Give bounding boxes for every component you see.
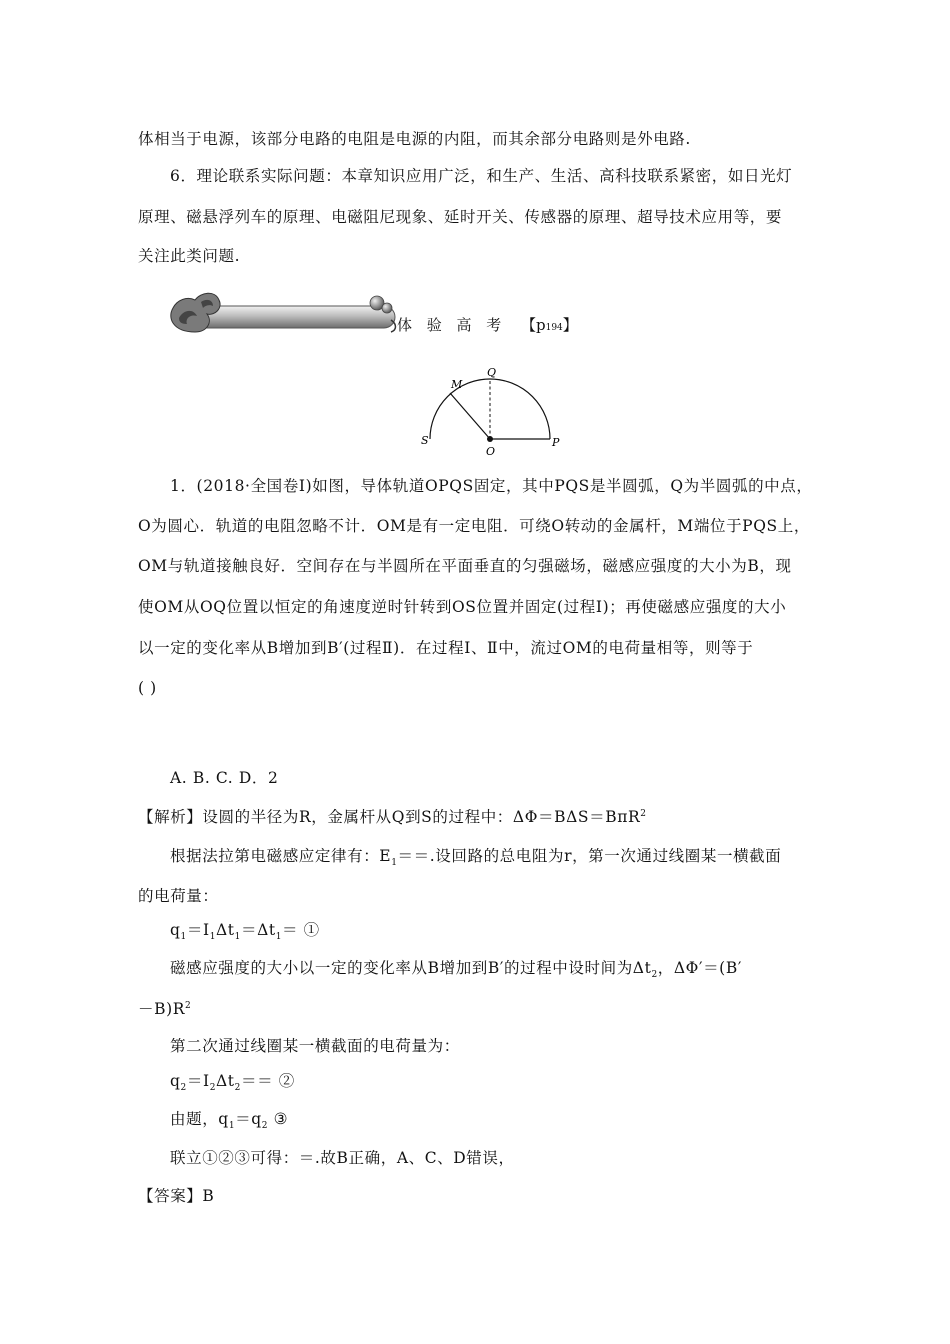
question-line-2: O为圆心．轨道的电阻忽略不计．OM是有一定电阻．可绕O转动的金属杆，M端位于PQS上， bbox=[138, 517, 810, 535]
question-line-5: 以一定的变化率从B增加到B′(过程Ⅱ)．在过程Ⅰ、Ⅱ中，流过OM的电荷量相等，则等于 bbox=[138, 639, 754, 657]
change-line2-text: －B)R bbox=[138, 1000, 186, 1019]
page-ref-open: 【p bbox=[521, 316, 546, 334]
analysis-sup: 2 bbox=[640, 809, 647, 819]
q2-d: ＝＝ ② bbox=[240, 1072, 295, 1090]
q1-b: ＝I bbox=[186, 921, 210, 939]
q2-a: q bbox=[170, 1072, 181, 1090]
page-ref-number: 194 bbox=[545, 323, 563, 333]
page-ref-close: 】 bbox=[562, 316, 578, 334]
change-b: ，ΔΦ′＝(B′ bbox=[657, 959, 742, 977]
label-q: Q bbox=[487, 366, 497, 379]
label-m: M bbox=[451, 378, 463, 391]
question-line-6: ( ) bbox=[138, 679, 157, 697]
faraday-sub: 1 bbox=[391, 858, 398, 869]
analysis-line bbox=[138, 803, 647, 828]
given-condition-line bbox=[170, 1108, 288, 1137]
answer-tag: 【答案】 bbox=[138, 1187, 203, 1205]
answer-value: B bbox=[202, 1187, 215, 1205]
question-line-3: OM与轨道接触良好．空间存在与半圆所在平面垂直的匀强磁场，磁感应强度的大小为B，现 bbox=[138, 557, 792, 575]
question-line-4: 使OM从OQ位置以恒定的角速度逆时针转到OS位置并固定(过程Ⅰ)；再使磁感应强度的大小 bbox=[138, 598, 787, 616]
change-line-1 bbox=[170, 957, 742, 986]
label-s: S bbox=[421, 434, 429, 447]
label-o: O bbox=[486, 445, 496, 457]
combine-line: 联立①②③可得：＝.故B正确，A、C、D错误， bbox=[170, 1149, 515, 1167]
q2-sub3: 2 bbox=[234, 1083, 241, 1094]
change-line2-sup: 2 bbox=[185, 1001, 192, 1011]
equation-q1 bbox=[170, 919, 320, 948]
given-b: ＝q bbox=[235, 1110, 262, 1128]
q1-c: Δt bbox=[216, 921, 235, 939]
question-line-1: 1．(2018·全国卷Ⅰ)如图，导体轨道OPQS固定，其中PQS是半圆弧，Q为半圆弧的中点， bbox=[170, 477, 813, 495]
section-banner-graphic bbox=[165, 288, 405, 336]
analysis-text: 设圆的半径为R，金属杆从Q到S的过程中：ΔΦ＝BΔS＝BπR bbox=[202, 808, 641, 827]
analysis-tag: 【解析】 bbox=[138, 808, 203, 827]
paragraph-6-line-2: 原理、磁悬浮列车的原理、电磁阻尼现象、延时开关、传感器的原理、超导技术应用等，要 bbox=[138, 208, 783, 226]
faraday-text-b: ＝＝.设回路的总电阻为r，第一次通过线圈某一横截面 bbox=[397, 847, 782, 865]
faraday-law-line-2: 的电荷量： bbox=[138, 887, 219, 905]
given-sub2: 2 bbox=[261, 1121, 269, 1132]
q1-sub1: 1 bbox=[180, 932, 187, 943]
q1-e: ＝ ① bbox=[282, 921, 320, 939]
page-reference bbox=[521, 314, 578, 335]
paragraph-6-line-3: 关注此类问题. bbox=[138, 247, 241, 265]
q2-c: Δt bbox=[216, 1072, 235, 1090]
answer-options: A. B. C. D．2 bbox=[170, 769, 279, 787]
change-sub: 2 bbox=[651, 970, 658, 981]
center-o-dot bbox=[487, 436, 493, 442]
second-pass-line: 第二次通过线圈某一横截面的电荷量为： bbox=[170, 1037, 460, 1055]
answer-line bbox=[138, 1185, 214, 1207]
given-a: 由题，q bbox=[170, 1110, 229, 1128]
q1-sub2: 1 bbox=[209, 932, 217, 943]
intro-line-1: 体相当于电源，该部分电路的电阻是电源的内阻，而其余部分电路则是外电路. bbox=[138, 130, 691, 148]
given-c: ③ bbox=[268, 1110, 289, 1128]
q1-sub3: 1 bbox=[234, 932, 241, 943]
equation-q2 bbox=[170, 1070, 295, 1099]
change-a: 磁感应强度的大小以一定的变化率从B增加到B′的过程中设时间为Δt bbox=[170, 959, 652, 977]
q1-d: ＝Δt bbox=[240, 921, 276, 939]
rod-om bbox=[450, 393, 490, 439]
label-p: P bbox=[552, 436, 560, 449]
faraday-text-a: 根据法拉第电磁感应定律有：E bbox=[170, 847, 392, 865]
q2-b: ＝I bbox=[186, 1072, 210, 1090]
q2-sub1: 2 bbox=[180, 1083, 187, 1094]
q1-sub4: 1 bbox=[275, 932, 283, 943]
change-line-2 bbox=[138, 995, 191, 1020]
q2-sub2: 2 bbox=[209, 1083, 217, 1094]
given-sub1: 1 bbox=[228, 1121, 236, 1132]
paragraph-6-line-1: 6．理论联系实际问题：本章知识应用广泛，和生产、生活、高科技联系紧密，如日光灯 bbox=[170, 167, 793, 185]
faraday-law-line-1 bbox=[170, 845, 781, 874]
q1-a: q bbox=[170, 921, 181, 939]
semicircle-track-figure bbox=[418, 362, 578, 457]
section-title: 体 验 高 考 bbox=[397, 316, 507, 334]
